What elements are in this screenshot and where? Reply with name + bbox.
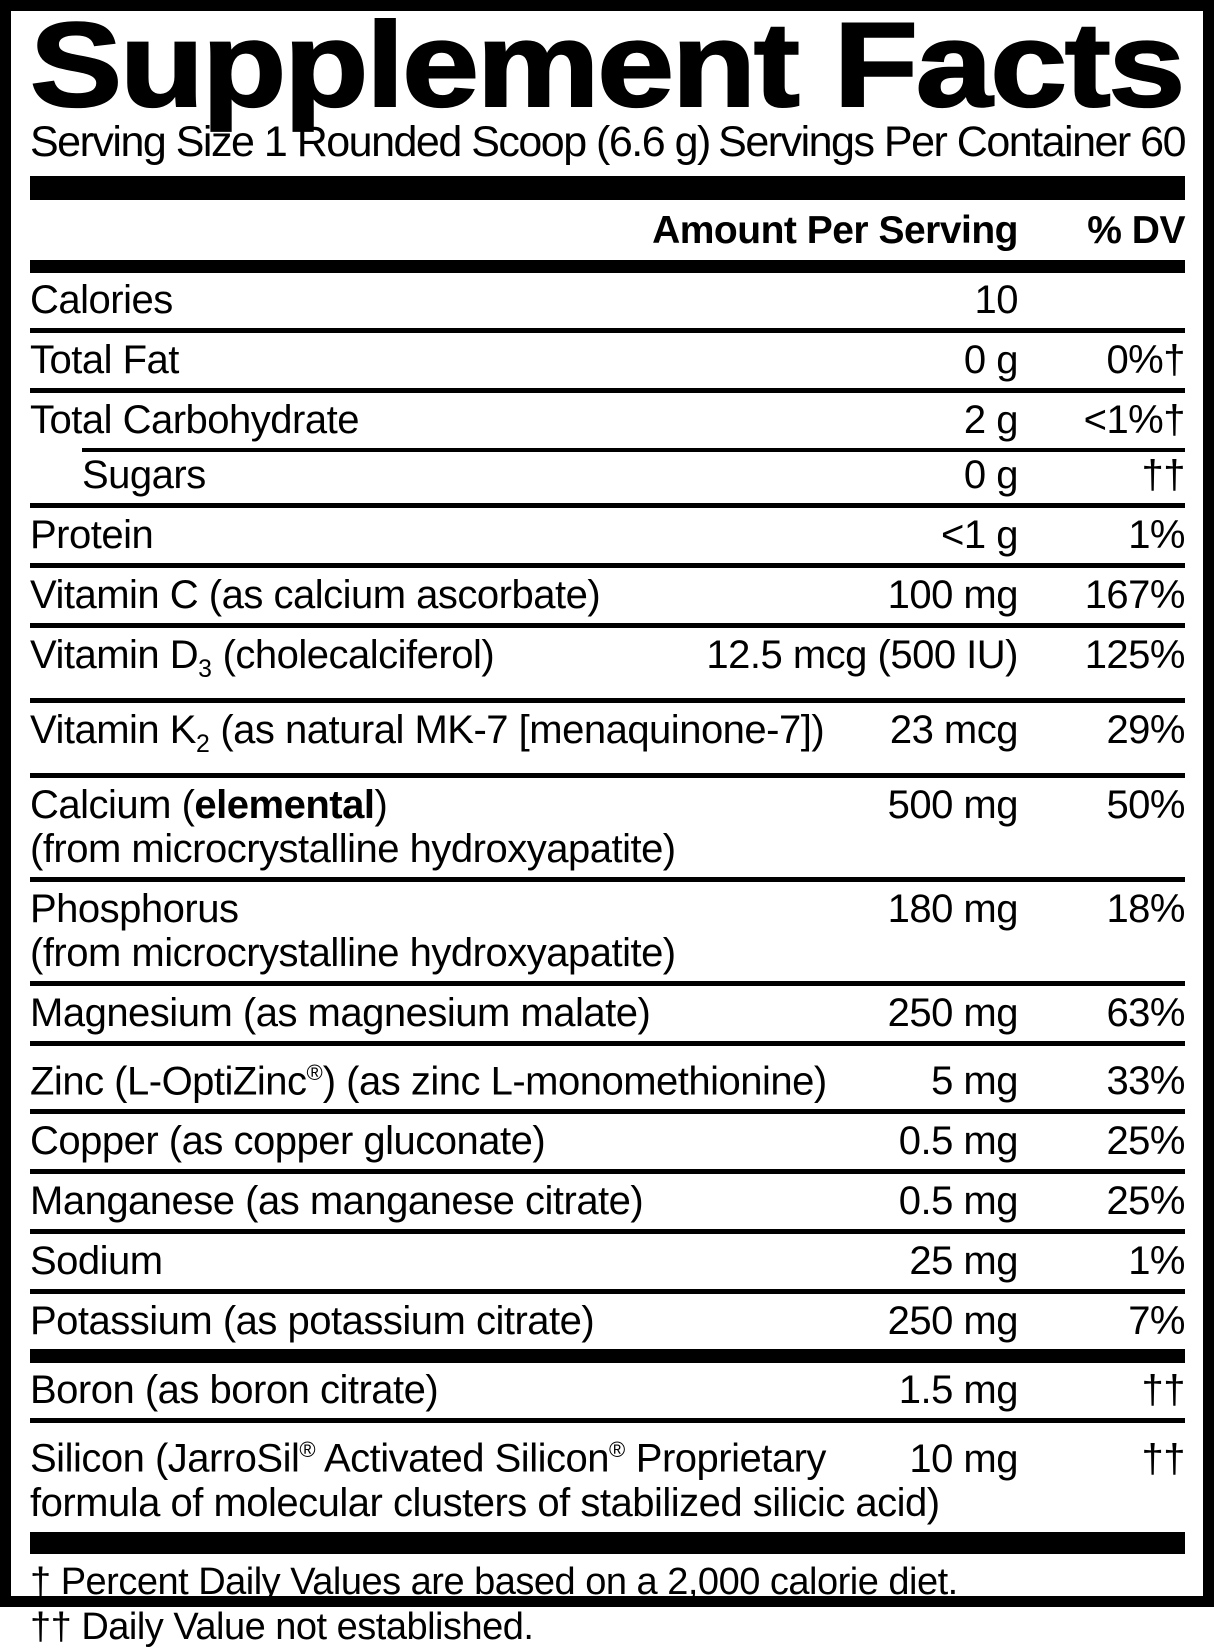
table-row bbox=[30, 1363, 1185, 1418]
nutrient-name: Total Carbohydrate bbox=[30, 398, 359, 442]
nutrient-amount: 1.5 mg bbox=[898, 1368, 1018, 1413]
nutrient-name: Calories bbox=[30, 278, 173, 322]
panel-title-text: Supplement Facts bbox=[30, 0, 1183, 132]
nutrient-percent-dv: 50% bbox=[1106, 783, 1185, 827]
nutrient-source-note: formula of molecular clusters of stabilized silicic acid) bbox=[30, 1480, 940, 1525]
table-row bbox=[30, 877, 1185, 981]
nutrient-amount: 100 mg bbox=[887, 573, 1018, 617]
nutrient-amount: 0.5 mg bbox=[898, 1179, 1018, 1224]
nutrient-amount: 0.5 mg bbox=[898, 1119, 1018, 1164]
footnote-daily-values: † Percent Daily Values are based on a 2,000 calorie diet. bbox=[30, 1560, 958, 1603]
nutrient-table bbox=[30, 273, 1185, 1531]
table-row bbox=[30, 981, 1185, 1041]
nutrient-percent-dv: †† bbox=[1141, 453, 1185, 497]
nutrient-percent-dv: 25% bbox=[1106, 1119, 1185, 1164]
table-row bbox=[30, 623, 1185, 698]
servings-per-container: Servings Per Container 60 bbox=[718, 118, 1185, 166]
nutrient-source-note: (from microcrystalline hydroxyapatite) bbox=[30, 931, 676, 975]
header-divider-bar bbox=[30, 176, 1185, 200]
nutrient-name: Vitamin $D_3$ (cholecalciferol) bbox=[30, 633, 495, 683]
nutrient-percent-dv: 33% bbox=[1106, 1059, 1185, 1104]
nutrient-amount: 500 mg bbox=[887, 783, 1018, 827]
table-row bbox=[30, 328, 1185, 388]
nutrient-amount: 180 mg bbox=[887, 887, 1018, 931]
table-row bbox=[30, 448, 1185, 503]
nutrient-amount: 10 mg bbox=[909, 1436, 1018, 1481]
table-row bbox=[30, 503, 1185, 563]
nutrient-name: Total Fat bbox=[30, 338, 179, 382]
table-row bbox=[30, 698, 1185, 773]
nutrient-percent-dv: 1% bbox=[1128, 1239, 1185, 1284]
nutrient-percent-dv: 7% bbox=[1128, 1299, 1185, 1344]
nutrient-name: Vitamin $K_2$ (as natural MK-7 [menaquinone-7]) bbox=[30, 708, 825, 758]
nutrient-amount: 23 mcg bbox=[889, 708, 1018, 752]
table-row bbox=[30, 1041, 1185, 1109]
nutrient-percent-dv: †† bbox=[1141, 1436, 1185, 1481]
indented-row-divider bbox=[82, 448, 1185, 452]
footnote-divider-bar bbox=[30, 1532, 1185, 1554]
nutrient-amount: 25 mg bbox=[909, 1239, 1018, 1284]
nutrient-percent-dv: 167% bbox=[1084, 573, 1185, 617]
nutrient-name: Silicon (JarroSil® Activated Silicon® Proprietary bbox=[30, 1436, 826, 1481]
serving-info bbox=[30, 118, 1185, 165]
nutrient-amount: 5 mg bbox=[931, 1059, 1018, 1104]
nutrient-percent-dv: 29% bbox=[1106, 708, 1185, 752]
table-row bbox=[30, 1418, 1185, 1530]
nutrient-amount: <1 g bbox=[941, 513, 1018, 557]
table-row bbox=[30, 1289, 1185, 1349]
nutrient-name: Phosphorus bbox=[30, 887, 239, 931]
nutrient-amount: 10 bbox=[974, 278, 1018, 322]
section-divider-bar bbox=[30, 1349, 1185, 1363]
nutrient-percent-dv: 1% bbox=[1128, 513, 1185, 557]
nutrient-amount: 0 g bbox=[963, 338, 1018, 382]
column-headers bbox=[30, 200, 1185, 260]
percent-dv-header: % DV bbox=[1087, 209, 1185, 252]
table-row bbox=[30, 773, 1185, 877]
nutrient-name: Boron (as boron citrate) bbox=[30, 1368, 439, 1413]
table-row bbox=[30, 1109, 1185, 1169]
table-row bbox=[30, 1229, 1185, 1289]
nutrient-amount: 250 mg bbox=[887, 991, 1018, 1035]
nutrient-name: Magnesium (as magnesium malate) bbox=[30, 991, 651, 1035]
panel-title bbox=[30, 0, 1185, 132]
nutrient-name: Copper (as copper gluconate) bbox=[30, 1119, 546, 1164]
nutrient-percent-dv: †† bbox=[1141, 1368, 1185, 1413]
nutrient-name: Sugars bbox=[82, 453, 206, 497]
nutrient-percent-dv: 0%† bbox=[1106, 338, 1185, 382]
nutrient-percent-dv: 63% bbox=[1106, 991, 1185, 1035]
nutrient-amount: 2 g bbox=[963, 398, 1018, 442]
nutrient-name: Manganese (as manganese citrate) bbox=[30, 1179, 644, 1224]
nutrient-source-note: (from microcrystalline hydroxyapatite) bbox=[30, 827, 676, 871]
nutrient-name: Vitamin C (as calcium ascorbate) bbox=[30, 573, 601, 617]
nutrient-percent-dv: 18% bbox=[1106, 887, 1185, 931]
nutrient-percent-dv: 25% bbox=[1106, 1179, 1185, 1224]
serving-size: Serving Size 1 Rounded Scoop (6.6 g) bbox=[30, 118, 710, 166]
nutrient-percent-dv: <1%† bbox=[1083, 398, 1185, 442]
nutrient-amount: 250 mg bbox=[887, 1299, 1018, 1344]
nutrient-name: Protein bbox=[30, 513, 154, 557]
nutrient-name: Sodium bbox=[30, 1239, 163, 1284]
nutrient-percent-dv: 125% bbox=[1084, 633, 1185, 677]
table-row bbox=[30, 388, 1185, 448]
nutrient-amount: 0 g bbox=[963, 453, 1018, 497]
footnote-dv-not-established: †† Daily Value not established. bbox=[30, 1605, 534, 1648]
table-row bbox=[30, 563, 1185, 623]
table-row bbox=[30, 273, 1185, 328]
column-header-divider-bar bbox=[30, 260, 1185, 273]
nutrient-name: Potassium (as potassium citrate) bbox=[30, 1299, 595, 1344]
amount-per-serving-header: Amount Per Serving bbox=[652, 209, 1018, 252]
nutrient-amount: 12.5 mcg (500 IU) bbox=[706, 633, 1018, 677]
footnotes bbox=[30, 1554, 1185, 1650]
table-row bbox=[30, 1169, 1185, 1229]
nutrient-name: Zinc (L-OptiZinc®) (as zinc L-monomethionine) bbox=[30, 1059, 827, 1104]
nutrient-name: Calcium (elemental) bbox=[30, 783, 388, 827]
